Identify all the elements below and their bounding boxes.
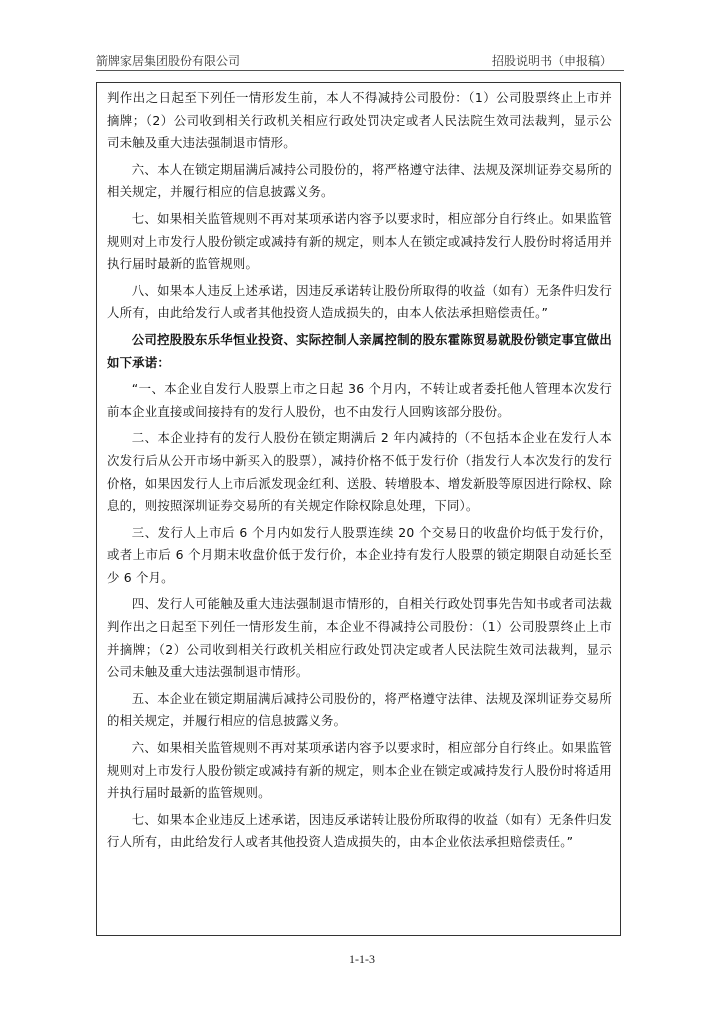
paragraph-enterprise-clause-5: 五、本企业在锁定期届满后减持公司股份的，将严格遵守法律、法规及深圳证券交易所的相关规定，并履行相应的信息披露义务。 bbox=[107, 690, 612, 729]
paragraph-enterprise-clause-7: 七、如果本企业违反上述承诺，因违反承诺转让股份所取得的收益（如有）无条件归发行人所有，由此给发行人或者其他投资人造成损失的，由本企业依法承担赔偿责任。” bbox=[107, 811, 612, 850]
paragraph-clause-8: 八、如果本人违反上述承诺，因违反承诺转让股份所取得的收益（如有）无条件归发行人所有，由此给发行人或者其他投资人造成损失的，由本人依法承担赔偿责任。” bbox=[107, 282, 612, 321]
header-document-title: 招股说明书（申报稿） bbox=[491, 54, 612, 68]
paragraph-shareholder-commitment-heading: 公司控股股东乐华恒业投资、实际控制人亲属控制的股东霍陈贸易就股份锁定事宜做出如下承诺： bbox=[107, 331, 612, 370]
page-number: 1-1-3 bbox=[349, 952, 375, 966]
paragraph-enterprise-clause-6: 六、如果相关监管规则不再对某项承诺内容予以要求时，相应部分自行终止。如果监管规则对上市发行人股份锁定或减持有新的规定，则本企业在锁定或减持发行人股份时将适用并执行届时最新的监管规则。 bbox=[107, 740, 612, 801]
paragraph-clause-7: 七、如果相关监管规则不再对某项承诺内容予以要求时，相应部分自行终止。如果监管规则对上市发行人股份锁定或减持有新的规定，则本人在锁定或减持发行人股份时将适用并执行届时最新的监管规则。 bbox=[107, 210, 612, 272]
header-divider bbox=[96, 70, 624, 71]
header-company-name: 箭牌家居集团股份有限公司 bbox=[96, 54, 241, 68]
content-body bbox=[107, 87, 612, 858]
paragraph-continued-clause: 判作出之日起至下列任一情形发生前，本人不得减持公司股份：（1）公司股票终止上市并摘牌；（2）公司收到相关行政机关相应行政处罚决定或者人民法院生效司法裁判，显示公司未触及重大违法强制退市情形。 bbox=[107, 90, 612, 151]
content-frame bbox=[96, 82, 621, 936]
paragraph-enterprise-clause-1: “一、本企业自发行人股票上市之日起 36 个月内，不转让或者委托他人管理本次发行前本企业直接或间接持有的发行人股份，也不由发行人回购该部分股份。 bbox=[107, 381, 612, 419]
paragraph-enterprise-clause-2: 二、本企业持有的发行人股份在锁定期满后 2 年内减持的（不包括本企业在发行人本次发行后从公开市场中新买入的股票），减持价格不低于发行价（指发行人本次发行的发行价格，如果因发行人上市后派发现金红利、送股、转增股本、增发新股等原因进行除权、除息的，则按照深圳证券交易所的有关规定作除权除息处理，下同）。 bbox=[107, 430, 612, 514]
paragraph-enterprise-clause-3: 三、发行人上市后 6 个月内如发行人股票连续 20 个交易日的收盘价均低于发行价，或者上市后 6 个月期末收盘价低于发行价，本企业持有发行人股票的锁定期限自动延长至少 6 个月。 bbox=[107, 524, 612, 585]
paragraph-clause-6: 六、本人在锁定期届满后减持公司股份的，将严格遵守法律、法规及深圳证券交易所的相关规定，并履行相应的信息披露义务。 bbox=[107, 161, 612, 200]
paragraph-enterprise-clause-4: 四、发行人可能触及重大违法强制退市情形的，自相关行政处罚事先告知书或者司法裁判作出之日起至下列任一情形发生前，本企业不得减持公司股份：（1）公司股票终止上市并摘牌；（2）公司收到相关行政机关相应行政处罚决定或者人民法院生效司法裁判，显示公司未触及重大违法强制退市情形。 bbox=[107, 596, 612, 680]
